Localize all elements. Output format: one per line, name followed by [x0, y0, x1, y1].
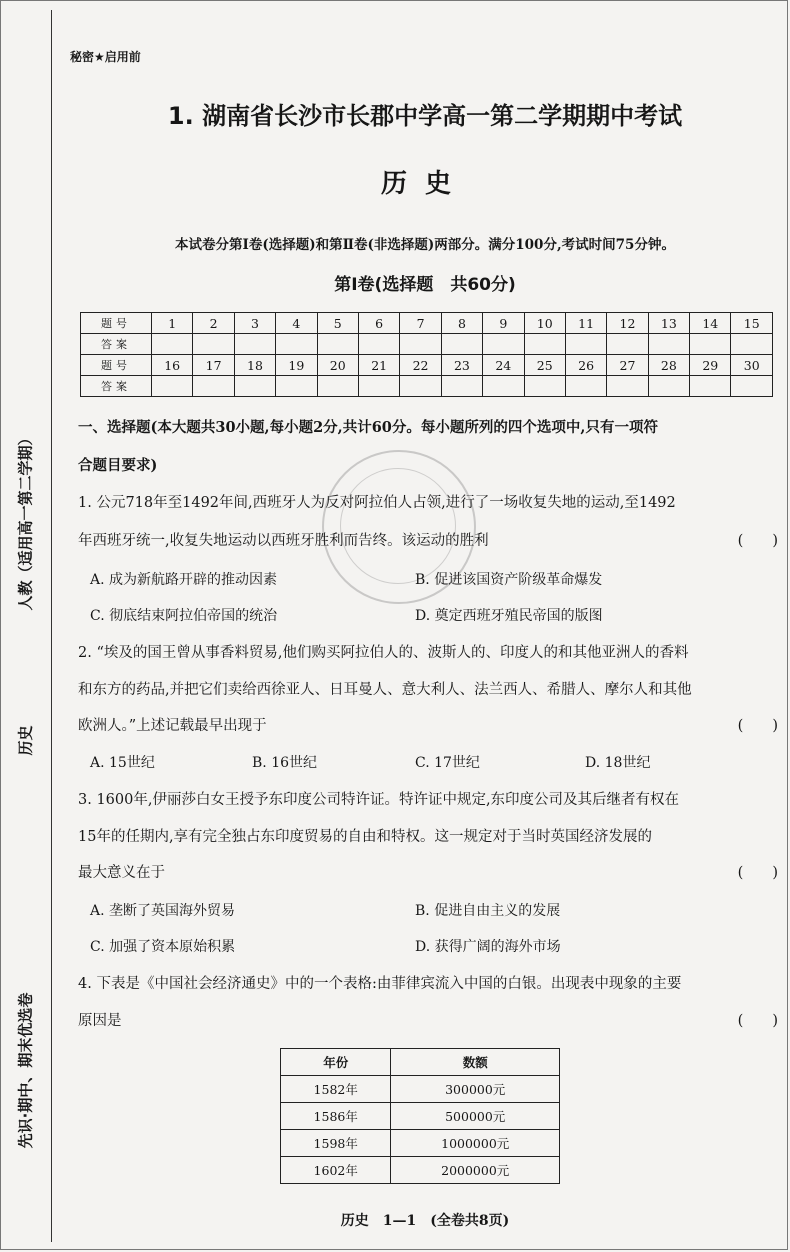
table-cell-amount: 500000元: [391, 1103, 560, 1130]
answer-cell[interactable]: [400, 334, 441, 355]
answer-cell[interactable]: [193, 376, 234, 397]
q1-stem-line2: 年西班牙统一,收复失地运动以西班牙胜利而告终。该运动的胜利: [78, 533, 489, 549]
question-number: 4: [276, 313, 317, 334]
sidebar-divider: [51, 10, 52, 1242]
sidebar-edition: 人教（适用高一第二学期）: [16, 429, 35, 611]
q1-option-c[interactable]: C. 彻底结束阿拉伯帝国的统治: [90, 608, 278, 624]
question-number: 7: [400, 313, 441, 334]
subject-heading: 历史: [380, 169, 469, 199]
q2-answer-paren[interactable]: ( ): [737, 718, 778, 734]
grid-label: 题号: [81, 355, 152, 376]
q3-option-d[interactable]: D. 获得广阔的海外市场: [415, 939, 561, 955]
answer-cell[interactable]: [565, 376, 606, 397]
question-number: 14: [690, 313, 731, 334]
q1-stem-cont: [78, 531, 778, 551]
section-instruction: 一、选择题(本大题共30小题,每小题2分,共计60分。每小题所列的四个选项中,只有一项符: [78, 419, 658, 436]
q4-stem: 4. 下表是《中国社会经济通史》中的一个表格:由菲律宾流入中国的白银。出现表中现象的主要: [78, 976, 682, 992]
answer-grid-row: [81, 313, 773, 334]
q4-stem-line2: 原因是: [78, 1013, 122, 1029]
answer-cell[interactable]: [400, 376, 441, 397]
question-number: 2: [193, 313, 234, 334]
answer-cell[interactable]: [317, 376, 358, 397]
question-number: 1: [152, 313, 193, 334]
answer-cell[interactable]: [276, 376, 317, 397]
question-number: 8: [441, 313, 482, 334]
question-number: 12: [607, 313, 648, 334]
answer-cell[interactable]: [607, 334, 648, 355]
question-number: 15: [731, 313, 773, 334]
q3-stem-line3: 最大意义在于: [78, 865, 165, 881]
q3-option-a[interactable]: A. 垄断了英国海外贸易: [90, 903, 236, 919]
answer-cell[interactable]: [152, 334, 193, 355]
answer-cell[interactable]: [441, 376, 482, 397]
question-number: 9: [483, 313, 524, 334]
question-number: 11: [565, 313, 606, 334]
question-number: 30: [731, 355, 773, 376]
silver-inflow-table: [280, 1048, 560, 1184]
question-number: 27: [607, 355, 648, 376]
answer-grid: [80, 312, 773, 397]
q2-option-a[interactable]: A. 15世纪: [90, 755, 155, 771]
answer-cell[interactable]: [648, 376, 689, 397]
q2-option-c[interactable]: C. 17世纪: [415, 755, 480, 771]
answer-cell[interactable]: [193, 334, 234, 355]
question-number: 29: [690, 355, 731, 376]
answer-cell[interactable]: [524, 376, 565, 397]
grid-label: 答案: [81, 376, 152, 397]
answer-cell[interactable]: [731, 334, 773, 355]
exam-page: [70, 0, 780, 1252]
q2-stem: 2. “埃及的国王曾从事香料贸易,他们购买阿拉伯人的、波斯人的、印度人的和其他亚洲人的香料: [78, 645, 689, 661]
answer-cell[interactable]: [483, 334, 524, 355]
sidebar: [0, 0, 52, 1252]
question-number: 13: [648, 313, 689, 334]
table-cell-year: 1602年: [281, 1157, 391, 1184]
q3-option-c[interactable]: C. 加强了资本原始积累: [90, 939, 236, 955]
answer-cell[interactable]: [690, 376, 731, 397]
section-instruction-cont: 合题目要求): [78, 457, 158, 474]
table-header-row: [281, 1049, 560, 1076]
q1-stem: 1. 公元718年至1492年间,西班牙人为反对阿拉伯人占领,进行了一场收复失地的运动,至1492: [78, 495, 676, 511]
answer-cell[interactable]: [565, 334, 606, 355]
page-footer: 历史 1—1 (全卷共8页): [340, 1213, 510, 1229]
answer-grid-row: [81, 355, 773, 376]
sidebar-series: 先识·期中、期末优选卷: [16, 992, 35, 1148]
answer-cell[interactable]: [152, 376, 193, 397]
question-number: 5: [317, 313, 358, 334]
answer-cell[interactable]: [358, 334, 399, 355]
answer-cell[interactable]: [648, 334, 689, 355]
question-number: 18: [234, 355, 275, 376]
question-number: 23: [441, 355, 482, 376]
q2-stem-last: [78, 716, 778, 736]
exam-intro: 本试卷分第Ⅰ卷(选择题)和第Ⅱ卷(非选择题)两部分。满分100分,考试时间75分钟。: [175, 237, 675, 253]
volume-heading: 第Ⅰ卷(选择题 共60分): [334, 275, 516, 295]
sidebar-subject: 历史: [16, 724, 35, 756]
exam-title: 1. 湖南省长沙市长郡中学高一第二学期期中考试: [167, 102, 683, 130]
grid-label: 题号: [81, 313, 152, 334]
q2-stem-line3: 欧洲人。”上述记载最早出现于: [78, 718, 267, 734]
q3-option-b[interactable]: B. 促进自由主义的发展: [415, 903, 561, 919]
question-number: 19: [276, 355, 317, 376]
question-number: 25: [524, 355, 565, 376]
q2-stem-cont: 和东方的药品,并把它们卖给西徐亚人、日耳曼人、意大利人、法兰西人、希腊人、摩尔人和其他: [78, 682, 692, 698]
q1-answer-paren[interactable]: ( ): [737, 533, 778, 549]
q2-option-d[interactable]: D. 18世纪: [585, 755, 651, 771]
table-cell-amount: 300000元: [391, 1076, 560, 1103]
table-cell-amount: 1000000元: [391, 1130, 560, 1157]
answer-cell[interactable]: [731, 376, 773, 397]
answer-cell[interactable]: [358, 376, 399, 397]
question-number: 20: [317, 355, 358, 376]
answer-cell[interactable]: [524, 334, 565, 355]
q4-answer-paren[interactable]: ( ): [737, 1013, 778, 1029]
answer-cell[interactable]: [234, 334, 275, 355]
answer-grid-row: [81, 376, 773, 397]
q2-option-b[interactable]: B. 16世纪: [252, 755, 318, 771]
table-row: [281, 1076, 560, 1103]
question-number: 6: [358, 313, 399, 334]
answer-cell[interactable]: [483, 376, 524, 397]
table-row: [281, 1157, 560, 1184]
answer-cell[interactable]: [607, 376, 648, 397]
table-cell-year: 1586年: [281, 1103, 391, 1130]
q4-stem-cont: [78, 1011, 778, 1031]
table-header-amount: 数额: [391, 1049, 560, 1076]
q1-option-b[interactable]: B. 促进该国资产阶级革命爆发: [415, 572, 603, 588]
table-header-year: 年份: [281, 1049, 391, 1076]
answer-cell[interactable]: [441, 334, 482, 355]
question-number: 10: [524, 313, 565, 334]
table-cell-year: 1598年: [281, 1130, 391, 1157]
q3-stem-cont: 15年的任期内,享有完全独占东印度贸易的自由和特权。这一规定对于当时英国经济发展的: [78, 829, 653, 845]
question-number: 28: [648, 355, 689, 376]
answer-cell[interactable]: [690, 334, 731, 355]
table-row: [281, 1103, 560, 1130]
answer-cell[interactable]: [276, 334, 317, 355]
q3-stem: 3. 1600年,伊丽莎白女王授予东印度公司特许证。特许证中规定,东印度公司及其后继者有权在: [78, 792, 680, 808]
watermark-seal-inner: [340, 468, 456, 584]
grid-label: 答案: [81, 334, 152, 355]
answer-cell[interactable]: [317, 334, 358, 355]
question-number: 3: [234, 313, 275, 334]
table-row: [281, 1130, 560, 1157]
question-number: 22: [400, 355, 441, 376]
q3-stem-last: [78, 863, 778, 883]
question-number: 26: [565, 355, 606, 376]
answer-cell[interactable]: [234, 376, 275, 397]
secret-label: 秘密★启用前: [70, 50, 141, 64]
question-number: 17: [193, 355, 234, 376]
q1-option-d[interactable]: D. 奠定西班牙殖民帝国的版图: [415, 608, 603, 624]
table-cell-year: 1582年: [281, 1076, 391, 1103]
table-cell-amount: 2000000元: [391, 1157, 560, 1184]
q1-option-a[interactable]: A. 成为新航路开辟的推动因素: [90, 572, 278, 588]
q3-answer-paren[interactable]: ( ): [737, 865, 778, 881]
answer-grid-row: [81, 334, 773, 355]
question-number: 24: [483, 355, 524, 376]
question-number: 16: [152, 355, 193, 376]
question-number: 21: [358, 355, 399, 376]
